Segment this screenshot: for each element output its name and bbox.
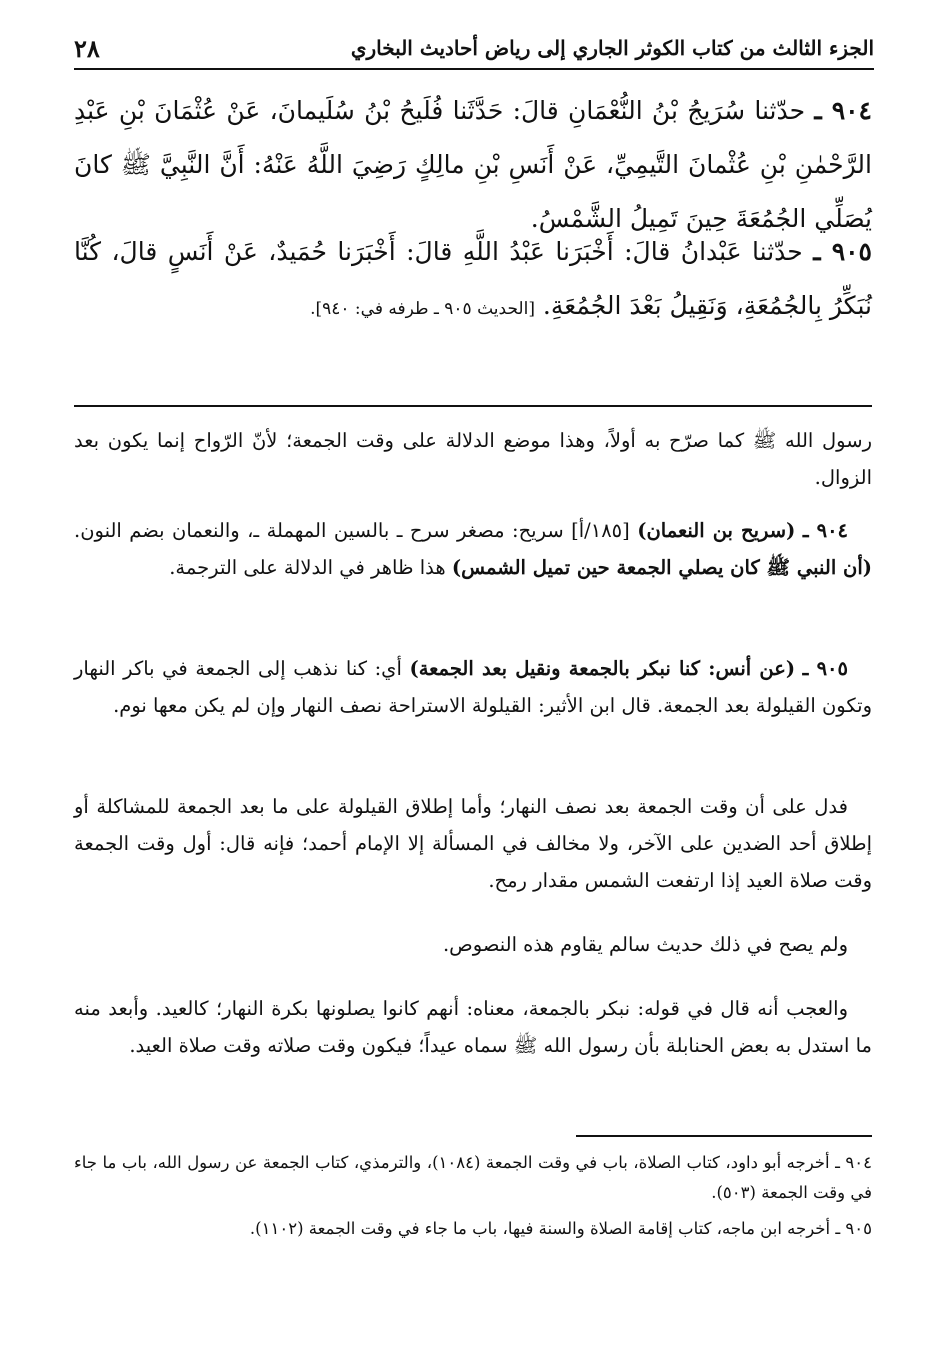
hadith-reference: [الحديث ٩٠٥ ـ طرفه في: ٩٤٠].: [310, 299, 535, 319]
commentary-number: ٩٠٥ ـ: [802, 657, 848, 680]
hadith-904: [74, 84, 872, 246]
commentary-p1: [74, 422, 872, 496]
running-header: [74, 28, 874, 70]
commentary-text: فدل على أن وقت الجمعة بعد نصف النهار؛ وأما إطلاق القيلولة على ما بعد الجمعة للمشاكلة أو إطلاق أحد الضدين على الآخر، ولا مخالف في المسألة إلا الإمام أحمد؛ فإنه قال: أول وقت الجمعة وقت صلاة العيد إذا ارتفعت الشمس مقدار رمح.: [74, 795, 872, 892]
hadith-905: [74, 225, 872, 336]
commentary-p2: [74, 512, 872, 586]
commentary-text: هذا ظاهر في الدلالة على الترجمة.: [169, 556, 446, 579]
commentary-text: والعجب أنه قال في قوله: نبكر بالجمعة، معناه: أنهم كانوا يصلونها بكرة النهار؛ كالعيد. وأبعد منه ما استدل به بعض الحنابلة بأن رسول الله ﷺ سماه عيداً؛ فيكون وقت صلاته وقت صلاة العيد.: [74, 997, 872, 1057]
commentary-text: رسول الله ﷺ كما صرّح به أولاً، وهذا موضع الدلالة على وقت الجمعة؛ لأنّ الرّواح إنما يكون بعد الزوال.: [74, 429, 872, 489]
commentary-p5: [74, 926, 872, 963]
commentary-quote: (عن أنس: كنا نبكر بالجمعة ونقيل بعد الجمعة): [409, 657, 796, 680]
hadith-number: ٩٠٥ ـ: [813, 237, 872, 266]
footnote-904: ٩٠٤ ـ أخرجه أبو داود، كتاب الصلاة، باب في وقت الجمعة (١٠٨٤)، والترمذي، كتاب الجمعة عن رسول الله، باب ما جاء في وقت الجمعة (٥٠٣).: [74, 1153, 872, 1202]
commentary-text: أي: كنا نذهب إلى الجمعة في باكر النهار وتكون القيلولة بعد الجمعة. قال ابن الأثير: القيلولة الاستراحة نصف النهار وإن لم يكن معها نوم.: [74, 657, 872, 717]
commentary-p4: [74, 788, 872, 899]
commentary-text: ولم يصح في ذلك حديث سالم يقاوم هذه النصوص.: [442, 933, 848, 956]
footnotes: [74, 1148, 872, 1250]
book-title: الجزء الثالث من كتاب الكوثر الجاري إلى رياض أحاديث البخاري: [350, 36, 874, 60]
commentary-p3: [74, 650, 872, 724]
commentary-number: ٩٠٤ ـ: [802, 519, 849, 542]
hadith-text: حدّثنا عَبْدانُ قالَ: أَخْبَرَنا عَبْدُ اللَّهِ قالَ: أَخْبَرَنا حُمَيدٌ، عَنْ أَنَسٍ قالَ، كُنَّا نُبَكِّرُ بِالجُمُعَةِ، وَنَقِيلُ بَعْدَ الجُمُعَةِ.: [74, 237, 872, 320]
commentary-quote: (أن النبي ﷺ كان يصلي الجمعة حين تميل الشمس): [451, 556, 872, 579]
commentary-p6: [74, 990, 872, 1064]
footnote-905: ٩٠٥ ـ أخرجه ابن ماجه، كتاب إقامة الصلاة والسنة فيها، باب ما جاء في وقت الجمعة (١١٠٢).: [249, 1219, 872, 1238]
commentary-quote: (سريح بن النعمان): [637, 519, 796, 542]
page-number: ٢٨: [74, 33, 100, 63]
commentary-text: [١٨٥/أ] سريح: مصغر سرح ـ بالسين المهملة ـ، والنعمان بضم النون.: [74, 519, 630, 542]
hadith-number: ٩٠٤ ـ: [814, 96, 872, 125]
divider: [74, 405, 872, 407]
hadith-text: حدّثنا سُرَيجُ بْنُ النُّعْمَانِ قالَ: حَدَّثَنا فُلَيحُ بْنُ سُلَيمانَ، عَنْ عُثْمَانَ بْنِ عَبْدِ الرَّحْمٰنِ بْنِ عُثْمانَ التَّيمِيِّ، عَنْ أَنَسِ بْنِ مالِكٍ رَضِيَ اللَّهُ عَنْهُ: أَنَّ النَّبِيَّ ﷺ كانَ يُصَلِّي الجُمُعَةَ حِينَ تَمِيلُ الشَّمْسُ.: [74, 96, 872, 233]
footnote-divider: [576, 1135, 872, 1137]
